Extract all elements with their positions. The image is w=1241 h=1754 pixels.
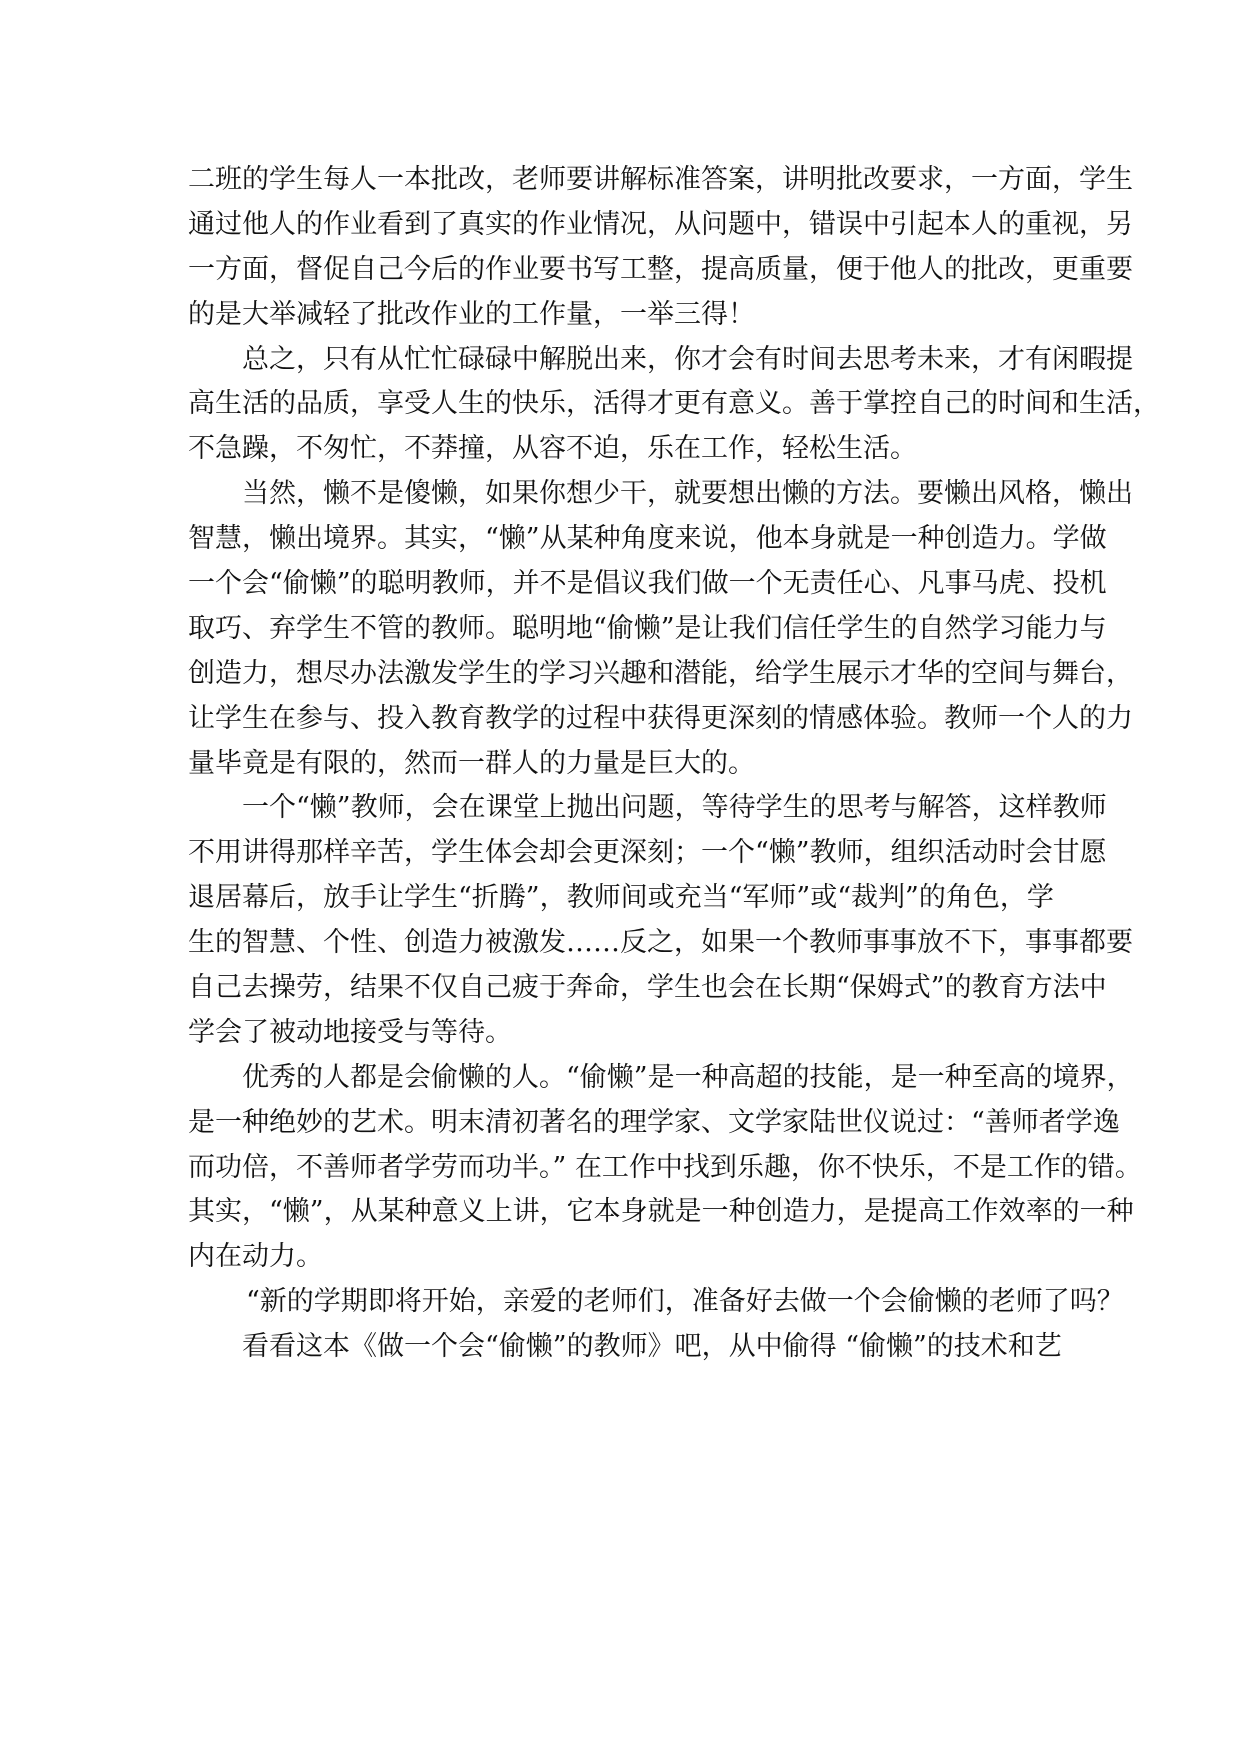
text-line: 取巧、弃学生不管的教师。聪明地“偷懒”是让我们信任学生的自然学习能力与: [188, 612, 1107, 644]
paragraph: [188, 158, 1133, 338]
text-line: 智慧，懒出境界。其实，“懒”从某种角度来说，他本身就是一种创造力。学做: [188, 523, 1107, 555]
text-line: 看看这本《做一个会“偷懒”的教师》吧，从中偷得 “偷懒”的技术和艺: [242, 1331, 1062, 1363]
text-line: 其实，“懒”，从某种意义上讲，它本身就是一种创造力，是提高工作效率的一种: [188, 1196, 1134, 1228]
text-line: 总之，只有从忙忙碌碌中解脱出来，你才会有时间去思考未来，才有闲暇提: [242, 343, 1133, 375]
text-line: 让学生在参与、投入教育教学的过程中获得更深刻的情感体验。教师一个人的力: [188, 702, 1133, 734]
text-line: 通过他人的作业看到了真实的作业情况，从问题中，错误中引起本人的重视，另: [188, 208, 1133, 240]
text-line: 当然，懒不是傻懒，如果你想少干，就要想出懒的方法。要懒出风格，懒出: [242, 478, 1133, 510]
text-line: 内在动力。: [188, 1241, 323, 1273]
text-line: 不急躁，不匆忙，不莽撞，从容不迫，乐在工作，轻松生活。: [188, 433, 917, 465]
document-body: [188, 158, 1160, 1370]
text-line: 而功倍，不善师者学劳而功半。” 在工作中找到乐趣，你不快乐，不是工作的错。: [188, 1151, 1142, 1183]
text-line: 自己去操劳，结果不仅自己疲于奔命，学生也会在长期“保姆式”的教育方法中: [188, 972, 1107, 1004]
text-line: 高生活的品质，享受人生的快乐，活得才更有意义。善于掌控自己的时间和生活，: [188, 388, 1160, 420]
text-line: 一个“懒”教师，会在课堂上抛出问题，等待学生的思考与解答，这样教师: [242, 792, 1107, 824]
paragraph: [188, 786, 1133, 1055]
text-line: 创造力，想尽办法激发学生的学习兴趣和潜能，给学生展示才华的空间与舞台，: [188, 657, 1133, 689]
paragraph: [188, 338, 1160, 473]
text-line: 退居幕后，放手让学生“折腾”，教师间或充当“军师”或“裁判”的角色，学: [188, 882, 1054, 914]
text-line: 不用讲得那样辛苦，学生体会却会更深刻；一个“懒”教师，组织活动时会甘愿: [188, 837, 1107, 869]
text-line: 一方面，督促自己今后的作业要书写工整，提高质量，便于他人的批改，更重要: [188, 253, 1133, 285]
text-line: 的是大举减轻了批改作业的工作量，一举三得！: [188, 298, 755, 330]
text-line: 量毕竟是有限的，然而一群人的力量是巨大的。: [188, 747, 755, 779]
paragraph: [188, 1325, 1062, 1370]
text-line: 学会了被动地接受与等待。: [188, 1016, 512, 1048]
text-line: 一个会“偷懒”的聪明教师，并不是倡议我们做一个无责任心、凡事马虎、投机: [188, 568, 1107, 600]
text-line: 生的智慧、个性、创造力被激发……反之，如果一个教师事事放不下，事事都要: [188, 927, 1133, 959]
paragraph: [188, 472, 1133, 786]
text-line: 是一种绝妙的艺术。明末清初著名的理学家、文学家陆世仪说过：“善师者学逸: [188, 1106, 1120, 1138]
paragraph: [188, 1280, 1124, 1325]
text-line: “新的学期即将开始，亲爱的老师们，准备好去做一个会偷懒的老师了吗？: [246, 1286, 1124, 1318]
paragraph: [188, 1056, 1142, 1280]
text-line: 二班的学生每人一本批改，老师要讲解标准答案，讲明批改要求，一方面，学生: [188, 164, 1133, 195]
text-line: 优秀的人都是会偷懒的人。“偷懒”是一种高超的技能，是一种至高的境界，: [242, 1061, 1134, 1093]
